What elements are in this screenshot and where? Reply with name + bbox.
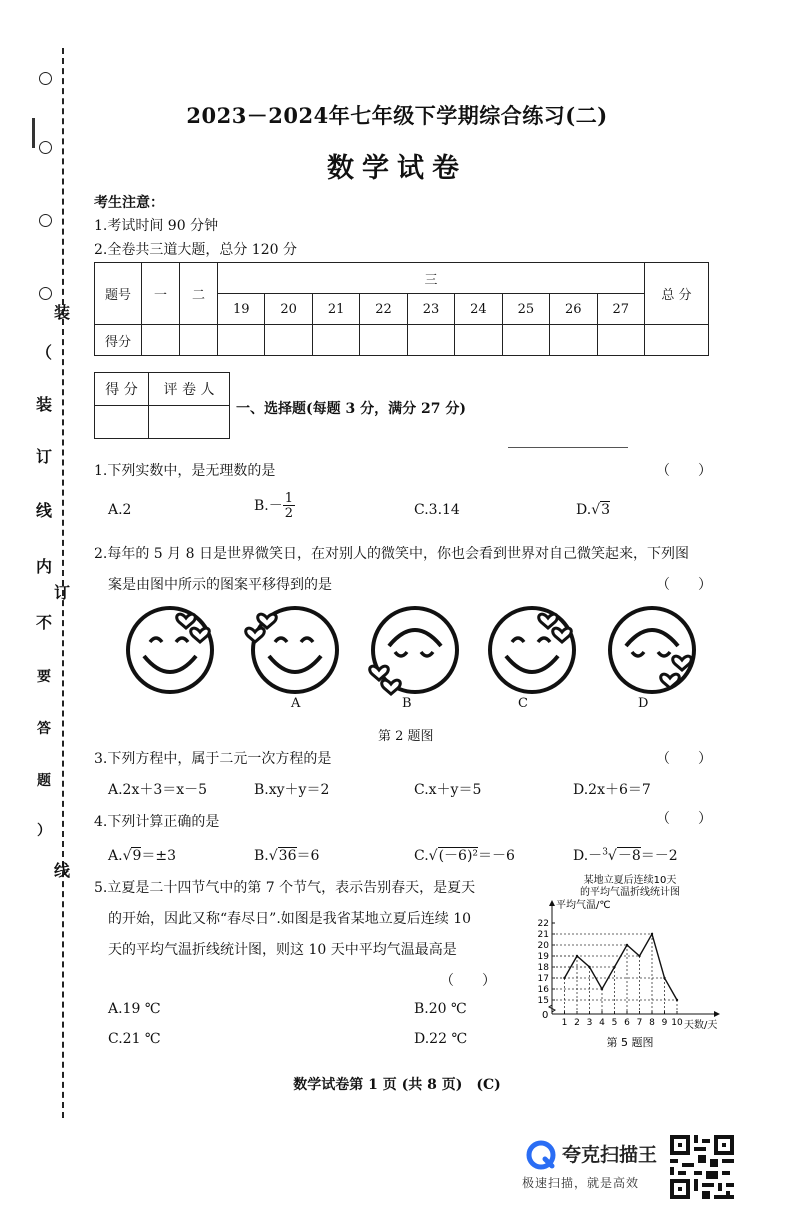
root-index: 3 bbox=[602, 847, 608, 858]
x-tick-label: 3 bbox=[586, 1018, 593, 1028]
q5-option-a: A.19 ℃ bbox=[108, 1001, 161, 1017]
grader-score-label: 得 分 bbox=[95, 373, 149, 406]
score-cell bbox=[180, 325, 218, 356]
figure-label-d: D bbox=[638, 696, 649, 711]
binding-char-inner: 订 bbox=[35, 447, 52, 466]
figure-label-b: B bbox=[402, 696, 412, 711]
question-5-line2: 的开始，因此又称“春尽日”.如图是我省某地立夏后连续 10 bbox=[108, 911, 472, 927]
q5-option-c: C.21 ℃ bbox=[108, 1031, 161, 1047]
data-point bbox=[626, 944, 628, 946]
binding-char-inner: 题 bbox=[37, 773, 51, 789]
data-point bbox=[663, 977, 665, 979]
question-2-stem-line2: 案是由图中所示的图案平移得到的是 bbox=[108, 577, 332, 593]
score-cell bbox=[360, 325, 407, 356]
binding-char-outer: 装 bbox=[53, 303, 70, 322]
radicand: (－6)² bbox=[438, 848, 479, 864]
exam-title: 2023－2024年七年级下学期综合练习(二) bbox=[186, 103, 608, 128]
y-tick-label: 15 bbox=[537, 996, 549, 1006]
q5-option-d: D.22 ℃ bbox=[414, 1031, 468, 1047]
figure-2-caption: 第 2 题图 bbox=[378, 729, 434, 744]
x-axis-arrow bbox=[714, 1011, 720, 1017]
score-cell bbox=[502, 325, 549, 356]
score-table-row-label: 得分 bbox=[95, 325, 142, 356]
chart-title-line1: 某地立夏后连续10天 bbox=[583, 875, 677, 886]
score-cell bbox=[455, 325, 502, 356]
brand-slogan: 极速扫描，就是高效 bbox=[522, 1176, 640, 1190]
radicand: －8 bbox=[617, 848, 641, 864]
q4-option-a-prefix: A. bbox=[108, 848, 123, 864]
radicand: 3 bbox=[601, 502, 611, 518]
binding-hole-icon bbox=[39, 214, 52, 227]
question-5-line1: 5.立夏是二十四节气中的第 7 个节气，表示告别春天，是夏天 bbox=[94, 880, 476, 896]
y-tick-label: 16 bbox=[537, 985, 549, 995]
score-cell bbox=[312, 325, 359, 356]
notice-item: 1.考试时间 90 分钟 bbox=[94, 218, 219, 234]
y-tick-label: 18 bbox=[537, 963, 549, 973]
page-footer: 数学试卷第 1 页 (共 8 页) (C) bbox=[293, 1077, 501, 1093]
data-point bbox=[601, 988, 603, 990]
figure-label-c: C bbox=[518, 696, 528, 711]
scanner-brand bbox=[522, 1138, 672, 1198]
smiley-original-icon bbox=[128, 608, 212, 692]
x-tick-label: 8 bbox=[649, 1018, 655, 1028]
q1-option-a: A.2 bbox=[108, 502, 132, 518]
smiley-faces-svg bbox=[120, 600, 710, 700]
binding-char-inner: 不 bbox=[35, 613, 52, 632]
x-tick-label: 1 bbox=[561, 1018, 568, 1028]
smiley-c-icon bbox=[490, 608, 574, 692]
binding-char-inner: 线 bbox=[35, 501, 52, 520]
figure-label-a: A bbox=[291, 696, 301, 711]
score-table-subcol: 24 bbox=[455, 294, 502, 325]
score-table-total: 总 分 bbox=[645, 263, 709, 325]
x-tick-label: 5 bbox=[611, 1018, 618, 1028]
data-point bbox=[563, 977, 565, 979]
y-tick-label: 19 bbox=[537, 952, 549, 962]
q4-option-d-suffix: ＝－2 bbox=[640, 848, 678, 864]
score-table-subcol: 23 bbox=[407, 294, 454, 325]
binding-char-outer: 线 bbox=[53, 861, 70, 880]
notice-item: 2.全卷共三道大题，总分 120 分 bbox=[94, 242, 297, 258]
binding-char-inner: 答 bbox=[37, 721, 51, 737]
smiley-d-icon bbox=[610, 608, 694, 692]
section-title: 一、选择题(每题 3 分，满分 27 分) bbox=[236, 401, 466, 417]
score-table-tihao: 题号 bbox=[95, 263, 142, 325]
y-tick-label: 17 bbox=[537, 974, 549, 984]
x-tick-label: 2 bbox=[574, 1018, 580, 1028]
radicand: 9 bbox=[132, 848, 142, 864]
score-table-col3: 三 bbox=[218, 263, 645, 294]
score-table-subcol: 21 bbox=[312, 294, 359, 325]
origin-label: 0 bbox=[542, 1010, 549, 1021]
q1-option-d: D.√3 bbox=[576, 502, 611, 518]
score-cell bbox=[550, 325, 597, 356]
x-axis-label: 天数/天 bbox=[684, 1020, 718, 1031]
binding-char-inner: （ bbox=[35, 343, 52, 362]
score-table-subcol: 27 bbox=[597, 294, 645, 325]
radicand: 36 bbox=[278, 848, 297, 864]
q4-option-c: C.√(－6)²＝－6 bbox=[414, 848, 515, 864]
score-table-subcol: 20 bbox=[265, 294, 312, 325]
binding-char-outer: 订 bbox=[53, 583, 70, 602]
y-axis-label: 平均气温/℃ bbox=[556, 900, 611, 911]
grader-name-cell bbox=[149, 406, 230, 439]
chart-title-line2: 的平均气温折线统计图 bbox=[580, 887, 680, 898]
question-3-stem: 3.下列方程中，属于二元一次方程的是 bbox=[94, 751, 332, 767]
divider bbox=[508, 447, 628, 448]
figure-5-caption: 第 5 题图 bbox=[606, 1036, 654, 1049]
brand-name: 夸克扫描王 bbox=[562, 1144, 658, 1166]
binding-char-inner: 内 bbox=[35, 557, 52, 576]
exam-subtitle: 数学试卷 bbox=[327, 153, 467, 184]
y-tick-label: 21 bbox=[537, 930, 549, 940]
score-table-col2: 二 bbox=[180, 263, 218, 325]
score-cell bbox=[218, 325, 265, 356]
temperature-chart bbox=[530, 872, 730, 1052]
binding-char-inner: 要 bbox=[37, 669, 51, 685]
y-tick-label: 22 bbox=[537, 919, 549, 929]
q4-option-a-suffix: ＝±3 bbox=[141, 848, 177, 864]
question-1-stem: 1.下列实数中，是无理数的是 bbox=[94, 463, 276, 479]
data-point bbox=[676, 999, 678, 1001]
question-5-line3: 天的平均气温折线统计图，则这 10 天中平均气温最高是 bbox=[108, 942, 457, 958]
data-point bbox=[588, 966, 590, 968]
question-4-stem: 4.下列计算正确的是 bbox=[94, 814, 220, 830]
answer-paren: （ ） bbox=[656, 751, 712, 767]
binding-char-inner: ） bbox=[37, 823, 51, 839]
score-table-subcol: 22 bbox=[360, 294, 407, 325]
q5-option-b: B.20 ℃ bbox=[414, 1001, 467, 1017]
q3-option-a: A.2x＋3＝x－5 bbox=[108, 782, 208, 798]
smiley-a-icon bbox=[246, 608, 337, 692]
fraction bbox=[283, 492, 295, 520]
score-cell bbox=[142, 325, 180, 356]
question-2-stem-line1: 2.每年的 5 月 8 日是世界微笑日，在对别人的微笑中，你也会看到世界对自己微笑起来，下列图 bbox=[94, 546, 689, 562]
smiley-b-icon bbox=[370, 608, 457, 694]
data-point bbox=[576, 955, 578, 957]
qr-code-icon bbox=[670, 1135, 734, 1199]
q4-option-c-suffix: ＝－6 bbox=[478, 848, 515, 864]
q4-option-b-prefix: B. bbox=[254, 848, 269, 864]
score-table bbox=[94, 262, 709, 356]
x-tick-label: 6 bbox=[624, 1018, 630, 1028]
fraction-denominator: 2 bbox=[284, 506, 294, 521]
q4-option-d: D.－$^3$√－8＝－2 bbox=[573, 847, 678, 864]
temperature-chart-svg bbox=[530, 872, 730, 1052]
q4-option-a: A.√9＝±3 bbox=[108, 848, 177, 864]
q1-option-b-prefix: B.－ bbox=[254, 498, 283, 514]
grader-name-label: 评 卷 人 bbox=[149, 373, 230, 406]
score-cell bbox=[265, 325, 312, 356]
grader-score-cell bbox=[95, 406, 149, 439]
binding-char-inner: 装 bbox=[35, 395, 52, 414]
x-tick-label: 10 bbox=[671, 1018, 683, 1028]
answer-paren: （ ） bbox=[440, 973, 496, 989]
score-table-subcol: 26 bbox=[550, 294, 597, 325]
score-cell bbox=[597, 325, 645, 356]
q3-option-d: D.2x＋6＝7 bbox=[573, 782, 651, 798]
q4-option-c-prefix: C. bbox=[414, 848, 429, 864]
score-table-subcol: 25 bbox=[502, 294, 549, 325]
score-cell bbox=[407, 325, 454, 356]
x-tick-label: 7 bbox=[636, 1018, 643, 1028]
q1-option-c: C.3.14 bbox=[414, 502, 460, 518]
q3-option-b: B.xy＋y＝2 bbox=[254, 782, 330, 798]
fraction-numerator: 1 bbox=[284, 491, 294, 506]
q4-option-d-prefix: D.－ bbox=[573, 848, 603, 864]
smiley-figures bbox=[120, 600, 710, 720]
y-tick-label: 20 bbox=[537, 941, 549, 951]
y-axis-arrow bbox=[549, 900, 555, 906]
x-tick-label: 9 bbox=[661, 1018, 668, 1028]
data-point bbox=[651, 933, 653, 935]
score-table-subcol: 19 bbox=[218, 294, 265, 325]
answer-paren: （ ） bbox=[656, 811, 712, 827]
score-cell bbox=[645, 325, 709, 356]
data-point bbox=[638, 955, 640, 957]
score-table-col1: 一 bbox=[142, 263, 180, 325]
grader-table bbox=[94, 372, 230, 439]
q3-option-c: C.x＋y＝5 bbox=[414, 782, 482, 798]
q1-option-b bbox=[254, 492, 295, 520]
binding-hole-icon bbox=[39, 72, 52, 85]
notice-heading: 考生注意： bbox=[94, 195, 164, 211]
binding-hole-icon bbox=[39, 287, 52, 300]
q1-option-d-prefix: D. bbox=[576, 502, 592, 518]
x-tick-label: 4 bbox=[599, 1018, 605, 1028]
data-point bbox=[613, 966, 615, 968]
scanner-logo-icon bbox=[526, 1140, 556, 1170]
q4-option-b-suffix: ＝6 bbox=[296, 848, 320, 864]
answer-paren: （ ） bbox=[656, 463, 712, 479]
answer-paren: （ ） bbox=[656, 577, 712, 593]
q4-option-b: B.√36＝6 bbox=[254, 848, 320, 864]
